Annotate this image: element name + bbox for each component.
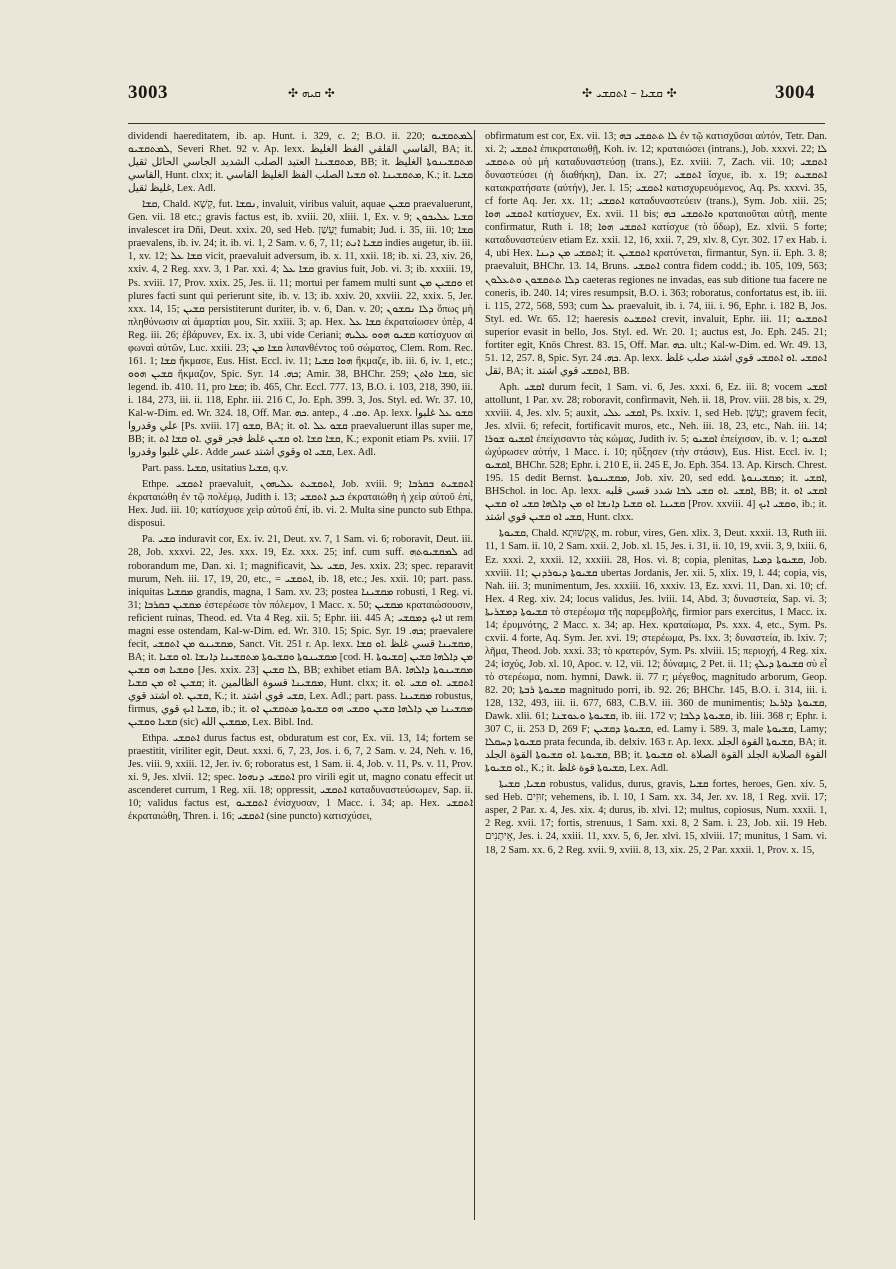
page-header xyxy=(0,82,896,108)
entry-paragraph: ܩܫܝܐ, ܩܫܝܬܐ robustus, validus, durus, gravis, ܩܫܝܐ fortes, heroes, Gen. xiv. 5, sed Heb. זוּזִים; vehemens, ib. l. 10, 1 Sam. xx. 34, Jer. xv. 18, 1 Reg. xvii. 17; asper, 2 Par. x. 4, Jes. xix. 4; durus, ib. xlvi. 12; multus, copiosus, Num. xxxii. 1, 2 Reg. xvii. 17; fortis, strenuus, 1 Sam. xxi. 8, 2 Sam. i. 23, Job. xii. 19 Heb. אֵיתָנִים, Jes. i. 24, xxiii. 11, xxv. 5, 6, Jer. xlvi. 15, xlviii. 17; munitus, 1 Sam. vi. 18, 2 Sam. xx. 6, 2 Reg. xvii. 9, xviii. 8, 13, xix. 25, 2 Par. xxxii. 1, Prov. x. 15, xyxy=(485,779,827,856)
column-right xyxy=(474,130,827,1220)
running-head-left: ✣ ܩܝܗ ✣ xyxy=(288,86,335,100)
page-number-left: 3003 xyxy=(128,82,168,103)
entry-paragraph: Aph. ܐܩܫܝ durum fecit, 1 Sam. vi. 6, Jes. xxxi. 6, Ez. iii. 8; vocem ܐܩܫܝ attollunt, 1 Par. xv. 28; roboravit, confirmavit, Neh. ii. 18, Prov. viii. 28 bis, x. 29, xxviii. 4, Jes. xlv. 5; auxit, ܐܩܫܝ ܥܠܝ, Ps. lxxiv. 1, sed Heb. יֶעְשַׁן; gravem fecit, Jes. xlvii. 6; refecit, fortificavit muros, etc., Neh. iii. 18, 23, etc., Nah. iii. 14; ܐܩܫܝܘ ܫܘܪܐ ἐπείχισαντο τὰς κώμας, Judith iv. 5; ܐܩܫܝܘ ἐπείχισαν, ib. v. 1; ܐܩܫܝܘ ὠχύρωσεν αὐτήν, 1 Macc. i. 10; ηὔξησεν (τὴν στάσιν), Eus. Hist. Eccl. iv. 1; ܐܩܫܝܘ, BHChr. 528; Ephr. i. 210 E, ii. 245 E, Jo. Eph. 354. 13. Ap. Kirsch. Chrest. 195. 15 dedit Bernst. ܡܩܫܝܢܘܬܐ, Job. xiv. 20, sed edd. ܡܩܫܝܢܘܬܐ; it. ܐܩܫܝ, BHSchol. in loc. Ap. lexx. ܐܩܫܝ .ܐܘ ܩܫܝ ܠܒܐ شدد قسى قلبه, BB; it. ܐܩܫܝ ܐܘ ܩܫܝܢܐ .ܐܘ ܩܫܝܐ ܕܐܢܫܐ ܐܘ ܡܢ ܕܐܠܗܐ ܩܫܝ ܐܘ ܩܫܝܢ [Prov. xxviii. 4] ܘܩܫܝ ܐܝܟ, ib.; it. ܩܫܝ ܐܘ ܩܫܝܢ قوي اشتد, Hunt. clxx. xyxy=(485,381,827,524)
entry-paragraph: Ethpe. ܐܬܩܫܝ praevaluit, ܐܬܩܫܝܬ ܥܠܝܗܘܢ, Job. xviii. 9; ܐܬܩܫܝܬ ܒܩܪܒܐ ἐκραταιώθη ἐν τῷ πολέμῳ, Judith i. 13; ܒܝܕ ܐܬܩܫܝ ἐκραταιώθη ἡ χεὶρ αὐτοῦ ἐπί, Hex. Jud. iii. 10; κατίσχυσε χεὶρ αὐτοῦ ἐπί, ib. vi. 2. Multa sine puncto sub Ethpa. disposui. xyxy=(128,479,474,530)
entry-paragraph: Pa. ܩܫܝ induravit cor, Ex. iv. 21, Deut. xv. 7, 1 Sam. vi. 6; roboravit, Deut. iii. 28, Job. xxxvi. 22, Jes. xxx. 19, Ez. xxx. 25; inf. cum suff. ܠܡܩܫܝܘܬܗ ad roborandum me, Dan. xi. 1; magnificavit, ܩܫܝ ܥܠ, Jes. xxix. 23; spec. reparavit murum, Neh. iii. 17, 19, 20, etc., = ܐܬܩܫܝ, ib. 18, etc.; Jes. xxii. 10; part. pass. iniquitas ܡܩܫܝܐ grandis, magna, 1 Sam. xv. 23; postea ܡܩܫܝܢܐ robusti, 1 Reg. vi. 31; ܡܩܫܝܢ ܒܩܪܒܐ ἐστερέωσε τὸν πόλεμον, 1 Macc. x. 50; ܡܩܫܝܢ κραταιώσουσιν, reficient ruinas, Theod. ed. Vta 4 Reg. xii. 5; Ephr. iii. 445 A; ܐܝܟ ܕܡܩܫܝ ut rem magni esse ostendam, Kal-w-Dim. ed. Wr. 310. 15; Spic. Syr. ܟܗ. 19; praevalere fecit, ܡܩܫܝܢܘ ܡܢ ܐܬܩܫܝ, Sanct. Vit. 251 r. Ap. lexx. ܡܩܫܝܢܐ قسي غلظ .ܐܘ ܩܫܐ, BA; it. ܡܩܫܝܢܘܬܐ ܘܩܫܝܘܬܐ ܡܬܩܫܝܢܐ ܕܐܢܫܐ .ܐܘ ܩܫܝܐ [cod. H. ܩܫܝܘܬܐ] ܡܢ ܕܐܠܗܐ ܩܫܝܢ ܘܩܫܝܐ ܗܘ ܩܫܝܢ [Jes. xxix. 23] ܠܐ ܩܫܝܢ, BB; exhibet etiam BA. ܡܩܫܝܢܘܬܐ ܕܐܠܗܐ ܩܫܝܢ ܐܘ ܡܢ ܩܫܝܐ; it. ܡܩܫܝܢܐ قسوة الظالمين, Hunt. clxx; it. ܐܬܩܫܝ .ܐܘ ܩܫܝ .ܐܘ ܩܫܝܢ .ܐܘ اشتد قوي, K.; it. ܩܫܝ قوي اشتد, Lex. Adl.; part. pass. ܡܩܫܝܢܐ robustus, firmus, ܩܫܝܐ ܐܝܟ قوي, ib.; it. ܡܩܫܝܢܐ ܡܢ ܕܐܠܗܐ ܩܫܝܢ ܘܩܫܝ ܗܘ ܩܫܝܘܬܐ ܡܬܩܫܝܢ ܐܘ ܩܫܝܐ ܘܩܫܝܢ (sic) ܡܩܫܝܢ الله, Lex. Bibl. Ind. xyxy=(128,534,474,729)
entry-paragraph: ܩܫܐ, Chald. קְשָׁא, fut. ܢܩܫܐ, invaluit, viribus valuit, aquae ܩܫܝܢ praevaluerunt, Gen. vii. 18 etc.; gravis factus est, ib. xviii. 20, xliii. 1, Ex. v. 9; ܩܫܝܐ ܥܠܝܟܘܢ invalescet ira Dñi, Deut. xxix. 20, sed Heb. יֶעְשַׁן fumabit; Jud. i. 35, iii. 10; ܩܫܐ praevalens, ib. iv. 24; it. ib. vi. 1, 2 Sam. v. 6, 7, 11; ܩܫܝܐ ܐܢܬ indies augetur, ib. iii. 1, xv. 12; ܩܫܐ ܥܠ vicit, praevaluit adversum, ib. x. 11, xxii. 18; ib. xi. 23, xiv. 26, xxiv. 4, 2 Reg. xxv. 3, 1 Par. xxi. 4; ܩܫܐ ܥܠ gravius fuit, Job. vi. 3; ib. xxxiii. 19, Ps. xviii. 17, Prov. xxix. 25, Jes. ii. 11; mortui per famem multi sunt ܘܩܫܝܢ ܡܢ et plures facti sunt qui perierunt site, ib. v. 13; ib. xxiv. 20, xxviii. 22, xxix. 5, Jer. xxx. 14, 15; ܩܫܝܢ persistiterunt duriter, ib. v. 6, Dan. v. 20; ܕܠܐ ܢܩܫܘܢ ὅπως μὴ πληθύνωσιν αἱ ἁμαρτίαι μου, Sir. xxiii. 3; ap. Hex. ܩܫܐ ܥܠ ἐκραταίωσεν ὑπὲρ, 4 Reg. iii. 26; ἐβάρυνεν, Ex. ix. 3, ubi vide Ceriani; ܩܫܝܘ ܗܘܘ ܥܠܝܗ κατίσχυον αἱ φωναὶ αὐτῶν, Luc. xxiii. 23; ܩܫܐ ܡܢ λιπανθέντος τοῦ σώματος, Clem. Rom. Rec. 161. 1; ܩܫܐ ἤκμασε, Eus. Hist. Eccl. iv. 11; ܗܘܐ ܩܫܝܐ ἤκμαζε, ib. iii. 6, iv. 1, etc.; ܩܫܝܢ ܗܘܘ ἤκμαζον, Spic. Syr. ܟܗ. 14; Amir. 38, BHChr. 259; ܩܫܐ ܘܐܬܢ, sic legend. ib. 410. 11, pro ܩܫܐ; ib. 465, Chr. Eccl. 777. 13, B.O. i. 103, 218, 390, iii. i. 184, 273, iii. ii. 118, Ephr. iii. 216 C, Jo. Eph. 399. 3, Jos. Styl. ed. Wr. 37. 10, Kal-w-Dim. ed. Wr. 324. 18, Off. Mar. ܟܗ. antep., ܘܩ. 4. Ap. lexx. ܩܫܘ ܥܠ غلبوا علي وقدروا [Ps. xviii. 17] ܩܫܘ, BA; it. ܩܫܘ ܥܠ .ܐܘ praevaluerunt illas super me, BB; it. ܩܫܐ ܩܫܐ .ܐܘ ܩܫܝܢ غلظ فجر قوي .ܐܘ ܩܫܐ ܐܬ, K.; exponit etiam Ps. xviii. 17 علي غلبوا وقدروا. Adde ܩܫܝ ܐܘ وقوي اشتد عسر, Lex. Adl. xyxy=(128,199,474,459)
column-left xyxy=(128,130,479,1220)
running-head-right: ✣ ܩܫܝܐ – ܐܬܩܫܝ ✣ xyxy=(582,86,677,100)
entry-paragraph: ܩܫܝܘܬܐ, Chald. אֻקְשׁוּתָא, m. robur, vires, Gen. xlix. 3, Deut. xxxii. 13, Ruth iii. 11, 1 Sam. ii. 10, 2 Sam. xxii. 2, Job. xl. 15, Jes. i. 31, ii. 10, 19, xvii. 3, 9, lxiii. 6, Ez. xxxi. 2, xxxii. 12, xxxiii. 28, Hos. vi. 8; copia, plenitas, ܩܫܝܘܬܐ ܕܡܝܐ, Job. xxviii. 11; ܩܫܝܘܬܐ ܕܝܘܪܕܢܢ ubertas Jordanis, Jer. xii. 5, xlix. 19, l. 44; copia, vis, Nah. iii. 3; munimentum, Jes. xxxiii. 16, xxxiv. 13, Ez. xxvi. 11, Dan. xi. 10; cf. Hex. 4 Reg. xiv. 24; locus validus, Jes. lviii. 14, Abd. 3; δυναστεία, Sap. vi. 3; ܩܫܝܘܬܐ ܕܡܫܪܝܬܐ τὸ στερέωμα τῆς παρεμβολῆς, firmior pars exercitus, 1 Macc. ix. 14; ἐρυμνότης, 2 Macc. x. 34; ap. Hex. κραταίωμα, Ps. xxx. 4, etc., Sym. Ps. cxvii. 4 forte, Aq. Sym. Jer. xvi. 19; στερέωμα, Ps. lxx. 3; δυναστεία, ib. lxiv. 7; λῆμα, Theod. Job. xxxi. 33; τὸ κρατερόν, Sym. Ps. xlviii. 15; περιοχή, 4 Reg. xix. 24; ἰσχύς, Job. xl. 10, Apoc. v. 12, vii. 12; δύναμις, 2 Pet. ii. 11; ܩܫܝܘܬܐ ܕܝܠܟ σὺ εἶ τὸ στερέωμα, nom. hymni, Dawk. ii. 77 r; μέγεθος, magnitudo arborum, Geop. 82. 20; ܩܫܝܘܬܐ ܪܒܬܐ magnitudo porri, ib. 92. 26; BHChr. 145, B.O. i. 314, iii. i. 128, 132, 493, iii. ii. 677, 683, C.B.V. iii. 360 de munimentis; ܩܫܝܘܬܐ ܕܐܪܥܐ, Dawk. xlii. 61; ܩܫܝܘܬܐ ܘܥܘܫܢܐ, ib. iii. 172 v; ܩܫܝܘܬܐ ܕܠܒܐ, ib. liii. 368 r; Ephr. i. 307 C, ii. 253 D, 269 F; ܩܫܝܘܬܐ ܕܩܫܝܢ, ed. Lamy i. 589. 3, male ܩܫܝܘܬܐ, Lamy; ܩܫܝܘܬܐ ܕܚܩܠܐ prata fecunda, ib. delxiv. 163 r. Ap. lexx. ܩܫܝܘܬܐ القوة الجلد, BA; it. ܩܫܝܘܬܐ .ܐܘ ܩܫܝܘܬܐ القوة الجلد, BB; it. القوة الصلابة الجلد القوة الصلاة .ܐܘ ܩܫܝܘܬܐ .ܐܘ ܩܫܝܘܬܐ, K.; it. ܩܫܝܘܬܐ قوة غلظ, Lex. Adl. xyxy=(485,528,827,775)
page-number-right: 3004 xyxy=(775,82,815,103)
entry-paragraph: Ethpa. ܐܬܩܫܝ durus factus est, obduratum est cor, Ex. vii. 13, 14; fortem se praestitit, viriliter egit, Deut. xxxi. 6, 7, 23, Jos. i. 6, 7, 2 Sam. v. 24, Neh. v. 16, Jes. viii. 9, xxiii. 12, Jer. iv. 6; roboratus est, 1 Sam. ii. 4, Job. v. 11, Ps. v. 11, Prov. xi. 9, Jes. xlvii. 12; spec. ܐܬܩܫܝ ܕܢܗܘܐ pro virili egit ut, magno conatu effecit ut ascenderet currum, 1 Reg. xii. 18; oppressit, ܐܬܩܫܝ καταδυναστεύσωμεν, Sap. ii. 10; validus factus est, ܐܬܩܫܝܘ ἐνίσχυσαν, 1 Macc. i. 34; ap. Hex. ܐܬܩܫܝ ἐκραταιώθη, Thren. i. 16; ܐܬܩܫܝ (sine puncto) κατισχύσει, xyxy=(128,733,474,823)
header-rule xyxy=(128,123,825,124)
entry-paragraph: obfirmatum est cor, Ex. vii. 13; ܠܐ ܬܬܩܫܝ ܒܗ ἐν τῷ κατισχῦσαι αὐτόν, Tetr. Dan. xi. 2; ܐܬܩܫܝ ἐπικραταιωθῇ, Koh. iv. 12; κραταιώσει (intrans.), Job. xxxvi. 22; ܠܐ ܬܬܩܫܝ οὐ μὴ καταδυναστεύσῃ (trans.), Ez. xviii. 7, Zach. vii. 10; ܐܬܩܫܝ δυναστεύσει (ἡ διαθήκη), Dan. ix. 27; ܐܬܩܫܝ ἴσχυε, ib. x. 19; ܐܬܩܫܝܬ κατακρατήσατε (αὐτήν), Jer. l. 15; ܐܬܩܫܝ κατισχυρευόμενος, Aq. Ps. xxxvi. 35, cf forte Aq. Jer. xx. 11; ܐܬܩܫܝ καταδυναστεύειν (trans.), Sym. Job. xiii. 25; ܐܬܩܫܝ ܗܘܐ κατίσχυεν, Ex. xvii. 11 bis; ܘܐܬܩܫܝ ܒܗ κραταιοῦται αὐτῇ, mente confirmatur, Ruth i. 18; ܐܬܩܫܝ ܗܘܐ κατίσχυε (τὸ ὕδωρ), Ez. xlvii. 5 forte; καταδυναστεύειν etiam Ez. xxii. 12, 16, xxii. 7, 29, xlv. 8, Cyr. 302. 17 ex Hab. i. 4, ubi Hex. ܐܬܩܫܝ ܡܢ ܕܝܢܐ; it. ܐܬܩܫܝܢ κρατύνεται, firmantur, Syn. ii. Eph. 3. 8; praevaluit, BHChr. 13. 14, Bruns. ܐܬܩܫܝ contra fidem codd.; ib. 105, 109, 563; ܕܠܐ ܬܬܩܫܘܢ ܘܬܥܠܘܢ caeteras regiones ne invadas, eas sub ditione tua facere ne coneris, ib. 240. 14; vires resumpsit, B.O. i. 363; roboratus, confortatus est, ib. iii. i. 115, 272, 568, 593; cum ܥܠ praevaluit, ib. i. 74, iii. i. 96, Ephr. i. 182 B, Jos. Styl. ed. Wr. 65. 12; haeresis ܐܬܩܫܝܬ crevit, invaluit, Ephr. iii. 11; ܐܬܩܫܝܘ superior evasit in bello, Jos. Styl. ed. Wr. 20. 1; auctus est, Jo. Eph. 245. 21; fortiter egit, Knös Chrest. 83. 15, Off. Mar. ܟܗ. ult.; Kal-w-Dim. ed. Wr. 49. 13, 51. 12, 257. 8, Spic. Syr. ܟܗ. 24. Ap. lexx. ܐܬܩܫܝ .ܐܘ ܐܬܩܫܝ قوي اشتد صلب غلظ ثقل, BA; it. ܐܬܩܫܝ قوي اشتد, BB. xyxy=(485,131,827,377)
entry-paragraph: Part. pass. ܩܫܝܐ, usitatius ܩܫܝܐ, q.v. xyxy=(142,463,289,475)
entry-paragraph: dividendi haereditatem, ib. ap. Hunt. i. 329, c. 2; B.O. ii. 220; ܠܡܬܩܫܝܘ ܠܡܬܩܫܝܘ, Severi Rhet. 92 v. Ap. lexx. القاسي القلقي الفظ الغليظ, BA; it. ܡܬܩܫܝܢܐ العتيد الصلب الشديد الجاسي الحائل ثقيل, BB; it. ܡܬܩܫܝܢܘܬܐ الغليظ القاسي, Hunt. clxx; it. ܡܬܩܫܝܢܐ .ܐܘ ܩܫܝܐ الصلب الفظ الغليظ القاسي, K.; it. ܩܫܝܐ غليظ ثقيل, Lex. Adl. xyxy=(128,131,474,195)
